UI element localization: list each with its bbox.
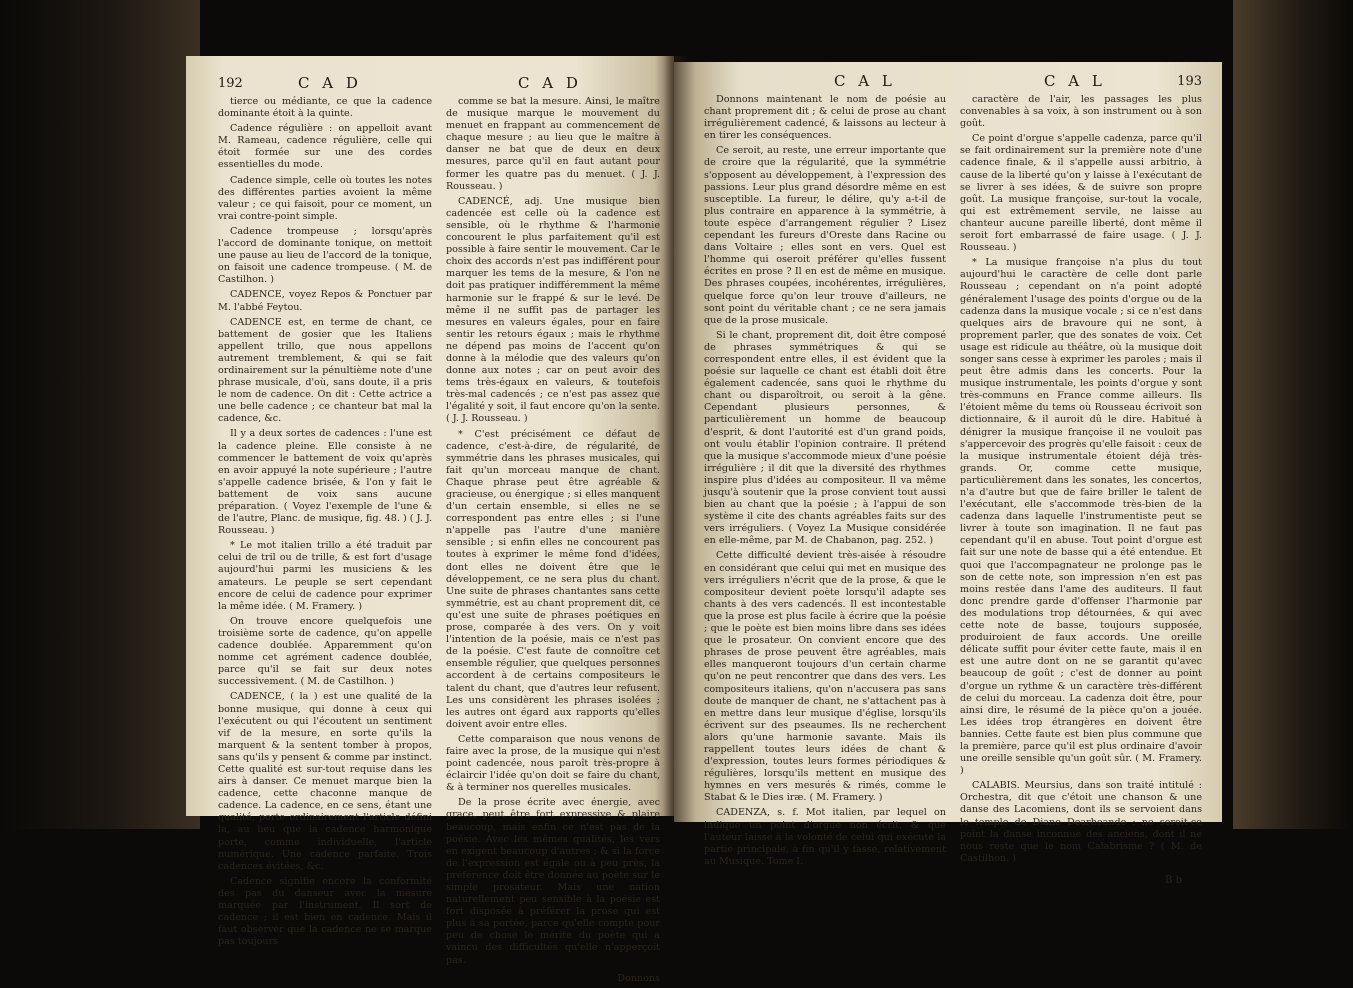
paragraph: CADENZA, s. f. Mot italien, par lequel on indique un point d'orgue non écrit, & que l'auteur laisse à la volonté de celui qui exécute la partie principale, à fin qu'il y fasse, relativement au Musique. Tome I. [704,807,946,867]
paragraph: CADENCE est, en terme de chant, ce battement de gosier que les Italiens appellent trillo, que nous appellons autrement tremblement, & qui se fait ordinairement sur la pénultième note d'une phrase musicale, d'où, sans doute, il a pris le nom de cadence. On dit : Cette actrice a une belle cadence ; ce chanteur bat mal la cadence, &c. [218,316,432,425]
left-running-head-1: C A D [298,74,362,92]
right-page-header [704,72,1202,94]
right-column-1 [704,94,946,890]
left-page-header [218,74,660,96]
paragraph: Cette comparaison que nous venons de faire avec la prose, de la musique qui n'est point cadencée, nous paroît très-propre à éclaircir l'idée qu'on doit se faire du chant, & à terminer nos querelles musicales. [446,733,660,794]
paragraph: CADENCE, voyez Repos & Ponctuer par M. l'abbé Feytou. [218,289,432,313]
left-page [186,56,674,984]
paragraph: Si le chant, proprement dit, doit être composé de phrases symmétriques & qui se correspondent entre elles, il est évident que la poésie sur laquelle ce chant est établi doit être également cadencée, sans quoi le rhythme du chant ou disparoîtroit, ou seroit à la gêne. Cependant plusieurs personnes, & particulièrement un homme de beaucoup d'esprit, & dont l'autorité est d'un grand poids, ont voulu établir l'opinion contraire. Il prétend que la musique s'accommode mieux d'une poésie irrégulière ; il dit que la diversité des rhythmes inspire plus d'idées au compositeur. Il va même jusqu'à soutenir que la prose convient tout aussi bien au chant que la poésie ; à l'appui de son système il cite des chants agréables faits sur des vers irréguliers. ( Voyez La Musique considérée en elle-même, par M. de Chabanon, pag. 252. ) [704,329,946,547]
paragraph: Ce point d'orgue s'appelle cadenza, parce qu'il se fait ordinairement sur la première note d'une cadence finale, & il s'appelle aussi arbitrio, à cause de la liberté qu'on y laisse à l'exécutant de se livrer à ses idées, & de suivre son propre goût. La musique françoise, sur-tout la vocale, qui est extrêmement servile, ne laisse au chanteur aucune pareille liberté, dont même il seroit fort embarrassé de faire usage. ( J. J. Rousseau. ) [960,133,1202,254]
left-page-number: 192 [218,76,243,91]
book-edge-right [1233,0,1353,829]
right-page [674,62,1222,886]
paragraph: CALABIS. Meursius, dans son traité intitulé : Orchestra, dit que c'étoit une chanson & une danse des Lacomiens, dont ils se servoient dans le temple de Diane Dearheande : ne seroit-ce point la danse inconnue des anciens, dont il ne nous reste que le nom Calabrisme ? ( M. de Castilhon. ) [960,780,1202,864]
paragraph: De la prose écrite avec énergie, avec grace, peut être fort expressive & plaire beaucoup, mais enfin ce n'est pas de la poésie. Avec les mêmes qualités, les vers en exigent beaucoup d'autres ; & si la force de l'expression est égale ou à peu près, la préférence doit être donnée au poète sur le simple prosateur. Mais une nation naturellement peu sensible à la poésie est fort disposée à préférer la prose qui est plus à sa portée, parce qu'elle compte pour peu de chose le mérite du poète qui a vaincu des difficultés qu'elle n'apperçoit pas. [446,797,660,966]
paragraph: Cadence trompeuse ; lorsqu'après l'accord de dominante tonique, on mettoit une pause au lieu de l'accord de la tonique, on faisoit une cadence trompeuse. ( M. de Castilhon. ) [218,225,432,286]
paragraph: CADENCE, ( la ) est une qualité de la bonne musique, qui donne à ceux qui l'exécutent ou qui l'écoutent un sentiment vif de la mesure, en sorte qu'ils la marquent & la sentent tomber à propos, sans qu'ils y pensent & comme par instinct. Cette qualité est sur-tout requise dans les airs à danser. Ce menuet marque bien la cadence, cette chaconne manque de cadence. La cadence, en ce sens, étant une qualité, porte ordinairement l'article défini la, au lieu que la cadence harmonique porte, comme individuelle, l'article numérique. Une cadence parfaite. Trois cadences évitées, &c. [218,691,432,872]
right-page-number: 193 [1177,74,1202,89]
paragraph: Il y a deux sortes de cadences : l'une est la cadence pleine. Elle consiste à ne commencer le battement de voix qu'après en avoir appuyé la note supérieure ; l'autre s'appelle cadence brisée, & l'on y fait le battement de voix sans aucune préparation. ( Voyez l'exemple de l'une & de l'autre, Planc. de musique, fig. 48. ) ( J. J. Rousseau. ) [218,428,432,537]
paragraph: caractère de l'air, les passages les plus convenables à sa voix, à son instrument ou à son goût. [960,94,1202,130]
paragraph: Cadence régulière : on appelloit avant M. Rameau, cadence régulière, celle qui étoit formée sur une des cordes essentielles du mode. [218,123,432,171]
paragraph: Cadence simple, celle où toutes les notes des différentes parties avoient la même valeur ; ce qui faisoit, pour ce moment, un vrai contre-point simple. [218,174,432,222]
left-column-1 [218,96,432,988]
right-column-2 [960,94,1202,890]
paragraph: Cadence signifie encore la conformité des pas du danseur avec la mesure marquée par l'instrument. Il sort de cadence ; il est bien en cadence. Mais il faut observer que la cadence ne se marque pas toujours [218,875,432,948]
left-running-head-2: C A D [518,74,582,92]
paragraph: comme se bat la mesure. Ainsi, le maître de musique marque le mouvement du menuet en frappant au commencement de chaque mesure ; au lieu que le maître à danser ne bat que de deux en deux mesures, parce qu'il en faut autant pour former les quatre pas du menuet. ( J. J. Rousseau. ) [446,96,660,192]
signature-mark: B b [1165,874,1182,886]
left-column-2 [446,96,660,988]
paragraph: * C'est précisément ce défaut de cadence, c'est-à-dire, de régularité, de symmétrie dans les phrases musicales, qui fait qu'un morceau manque de chant. Chaque phrase peut être agréable & gracieuse, ou énergique ; si elles manquent d'un certain ensemble, si elles ne se correspondent pas entre elles ; si l'une n'appelle pas l'autre d'une manière sensible ; si enfin elles ne concourent pas toutes à exprimer le même fond d'idées, dont elles ne doivent être que le développement, ce ne sera plus du chant. Une suite de phrases chantantes sans cette symmétrie, est au chant proprement dit, ce qu'est une suite de phrases poétiques en prose, comparée à des vers. On y voit l'intention de la poésie, mais ce n'est pas de la poésie. C'est faute de connoître cet ensemble régulier, que quelques personnes accordent à de certains compositeurs le talent du chant, que d'autres leur refusent. Les uns considèrent les phrases isolées ; les autres ont égard aux rapports qu'elles doivent avoir entre elles. [446,428,660,730]
paragraph: * Le mot italien trillo a été traduit par celui de tril ou de trille, & est fort d'usage aujourd'hui parmi les musiciens & les amateurs. Le peuple se sert cependant encore de celui de cadence pour exprimer la même idée. ( M. Framery. ) [218,540,432,612]
paragraph: CADENCÉ, adj. Une musique bien cadencée est celle où la cadence est sensible, où le rhythme & l'harmonie concourent le plus parfaitement qu'il est possible à faire sentir le mouvement. Car le choix des accords n'est pas indifférent pour marquer les tems de la mesure, & l'on ne doit pas pratiquer indifféremment la même harmonie sur le frappé & sur le levé. De même il ne suffit pas de partager les mesures en valeurs égales, pour en faire sentir les retours égaux ; mais le rhythme ne dépend pas moins de l'accent qu'on donne à la mélodie que des valeurs qu'on donne aux notes ; car on peut avoir des tems très-égaux en valeurs, & toutefois très-mal cadencés ; ce n'est pas assez que l'égalité y soit, il faut encore qu'on la sente. ( J. J. Rousseau. ) [446,195,660,425]
paragraph: Ce seroit, au reste, une erreur importante que de croire que la régularité, que la symmétrie s'opposent au développement, à l'expression des passions. Leur plus grand désordre même en est susceptible. La fureur, le délire, qu'y a-t-il de plus contraire en apparence à la symmétrie, à toute espèce d'arrangement régulier ? Lisez cependant les fureurs d'Oreste dans Racine ou dans Voltaire ; elles sont en vers. Quel est l'homme qui oseroit préférer qu'elles fussent écrites en prose ? Il en est de même en musique. Des phrases coupées, incohérentes, irrégulières, quelque force qu'on leur trouve d'ailleurs, ne sont point du véritable chant ; ce ne sera jamais que de la prose musicale. [704,145,946,326]
paragraph: Donnons maintenant le nom de poésie au chant proprement dit ; & celui de prose au chant irrégulièrement cadencé, & laissons au lecteur à en tirer les conséquences. [704,94,946,142]
right-running-head-1: C A L [834,72,896,90]
paragraph: * La musique françoise n'a plus du tout aujourd'hui le caractère de celle dont parle Rousseau ; cependant on n'a point adopté généralement l'usage des points d'orgue ou de la cadenza dans la musique vocale ; si ce n'est dans quelques airs de bravoure qui ne sont, à proprement parler, que des sonates de voix. Cet usage est ridicule au théâtre, où la musique doit songer sans cesse à exprimer les paroles ; mais il peut être admis dans les concerts. Pour la musique instrumentale, les points d'orgue y sont très-communs en France comme ailleurs. Ils l'étoient même du tems où Rousseau écrivoit son dictionnaire, & il auroit dû le dire. Habitué à dénigrer la musique françoise il ne vouloit pas s'appercevoir des progrès qu'elle faisoit : ceux de la musique instrumentale étoient déjà très-grands. Or, comme cette musique, particulièrement dans les sonates, les concertos, n'a d'autre but que de faire briller le talent de l'exécutant, elle s'accommode très-bien de la cadenza dans laquelle l'instrumentiste peut se livrer à toute son imagination. Il ne faut pas cependant qu'il en abuse. Tout point d'orgue est fait sur une note de basse qui a été entendue. Et quoi que l'accompagnateur ne prolonge pas le son de cette note, son impression n'en est pas moins restée dans l'ame des auditeurs. Il faut donc prendre garde d'offenser l'harmonie par des modulations trop détournées, & qui avec cette note de basse, toujours supposée, produiroient de faux accords. Une oreille délicate suffit pour éviter cette faute, mais il en est une autre dont on ne se garantit qu'avec beaucoup de goût ; c'est de donner au point d'orgue un rythme & un caractère très-différent de celui du morceau. La cadenza doit être, pour ainsi dire, le résumé de la pièce qu'on a jouée. Les idées trop étrangères en doivent être bannies. Cette faute est bien plus commune que la première, parce qu'il est plus ordinaire d'avoir une oreille sensible qu'un goût sûr. ( M. Framery. ) [960,257,1202,777]
catchword: Donnons [617,972,660,984]
book-edge-left [0,0,200,829]
paragraph: On trouve encore quelquefois une troisième sorte de cadence, qu'on appelle cadence doublée. Apparemment qu'on nomme cet agrément cadence doublée, parce qu'il se fait sur deux notes successivement. ( M. de Castilhon. ) [218,615,432,688]
paragraph: tierce ou médiante, ce que la cadence dominante étoit à la quinte. [218,96,432,120]
right-running-head-2: C A L [1044,72,1106,90]
paragraph: Cette difficulté devient très-aisée à résoudre en considérant que celui qui met en musique des vers irréguliers n'écrit que de la prose, & que le compositeur devient poète lorsqu'il adapte ses chants à des vers cadencés. Il est incontestable que la prose est plus facile à écrire que la poésie ; que le poète est bien moins libre dans ses idées que le prosateur. On convient encore que des phrases de prose peuvent être agréables, mais elles manqueront toujours d'un certain charme qu'on ne peut rencontrer que dans des vers. Les compositeurs italiens, qu'on n'accusera pas sans doute de manquer de chant, ne s'attachent pas à en mettre dans leur musique d'église, lorsqu'ils écrivent sur des pseaumes. Ils ne recherchent alors qu'une harmonie savante. Mais ils rappellent toutes leurs idées de chant & d'expression, toutes leurs formes périodiques & régulières, lorsqu'ils mettent en musique des hymnes en vers mesurés & rimés, comme le Stabat & le Dies iræ. ( M. Framery. ) [704,550,946,804]
